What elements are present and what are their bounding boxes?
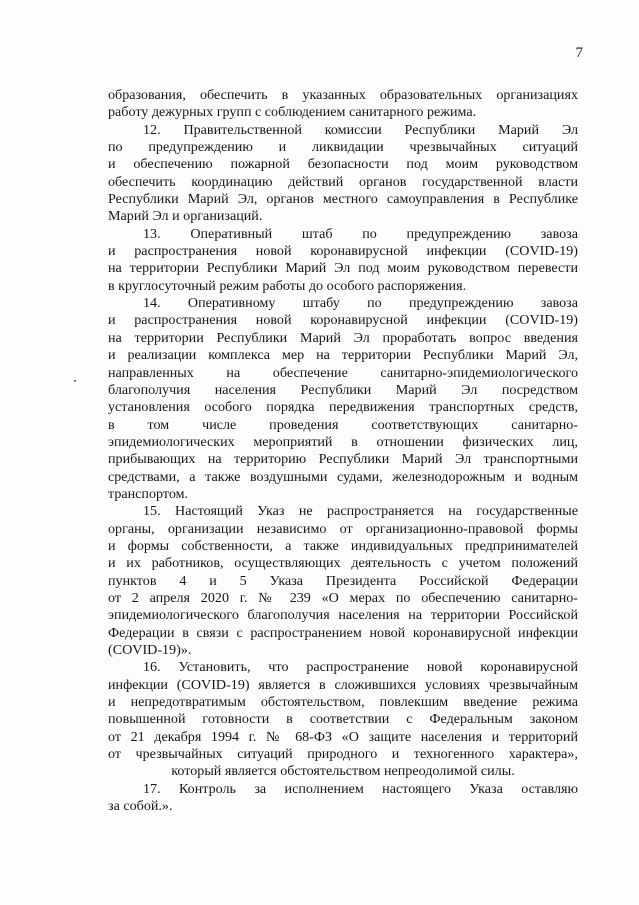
text-line: Республики Марий Эл, органов местного самоуправления в Республике xyxy=(108,191,578,208)
text-line: от чрезвычайных ситуаций природного и техногенного характера», xyxy=(108,746,578,763)
scan-speck xyxy=(74,380,76,382)
text-line: 13. Оперативный штаб по предупреждению завоза xyxy=(143,225,578,242)
text-line: Марий Эл и организаций. xyxy=(108,208,263,225)
text-line: и непредотвратимым обстоятельством, повлекшим введение режима xyxy=(108,694,578,711)
text-line: Федерации в связи с распространением новой коронавирусной инфекции xyxy=(108,624,578,641)
text-line: повышенной готовности в соответствии с Федеральным законом xyxy=(108,711,578,728)
text-line: и обеспечению пожарной безопасности под моим руководством xyxy=(108,156,578,173)
text-line: за собой.». xyxy=(108,798,173,815)
text-line: работу дежурных групп с соблюдением санитарного режима. xyxy=(108,104,477,121)
text-line: по предупреждению и ликвидации чрезвычайных ситуаций xyxy=(108,139,578,156)
text-line: который является обстоятельством непреодолимой силы. xyxy=(171,763,515,780)
text-line: на территории Республики Марий Эл под моим руководством перевести xyxy=(108,260,578,277)
text-line: в том числе проведения соответствующих санитарно- xyxy=(108,416,578,433)
text-line: 17. Контроль за исполнением настоящего Указа оставляю xyxy=(143,780,578,797)
text-line: благополучия населения Республики Марий Эл посредством xyxy=(108,381,578,398)
text-line: 15. Настоящий Указ не распространяется на государственные xyxy=(143,503,578,520)
text-line: средствами, а также воздушными судами, железнодорожным и водным xyxy=(108,468,578,485)
text-line: эпидемиологического благополучия населения на территории Российской xyxy=(108,607,578,624)
document-body xyxy=(108,87,578,815)
text-line: прибывающих на территорию Республики Марий Эл транспортными xyxy=(108,451,578,468)
text-line: 16. Установить, что распространение новой коронавирусной xyxy=(143,659,578,676)
text-line: и распространения новой коронавирусной инфекции (COVID-19) xyxy=(108,312,578,329)
text-line: 14. Оперативному штабу по предупреждению завоза xyxy=(143,295,578,312)
text-line: 12. Правительственной комиссии Республики Марий Эл xyxy=(143,121,578,138)
text-line: и распространения новой коронавирусной инфекции (COVID-19) xyxy=(108,243,578,260)
text-line: на территории Республики Марий Эл проработать вопрос введения xyxy=(108,329,578,346)
text-line: органы, организации независимо от организационно-правовой формы xyxy=(108,520,578,537)
text-line: эпидемиологических мероприятий в отношении физических лиц, xyxy=(108,433,578,450)
text-line: и формы собственности, а также индивидуальных предпринимателей xyxy=(108,537,578,554)
text-line: от 2 апреля 2020 г. № 239 «О мерах по обеспечению санитарно- xyxy=(108,589,578,606)
text-line: в круглосуточный режим работы до особого распоряжения. xyxy=(108,277,467,294)
text-line: и их работников, осуществляющих деятельность с учетом положений xyxy=(108,555,578,572)
text-line: образования, обеспечить в указанных образовательных организациях xyxy=(108,87,578,103)
text-line: обеспечить координацию действий органов государственной власти xyxy=(108,173,578,190)
text-line: инфекции (COVID-19) является в сложившихся условиях чрезвычайным xyxy=(108,676,578,693)
text-line: установления особого порядка передвижения транспортных средств, xyxy=(108,399,578,416)
text-line: пунктов 4 и 5 Указа Президента Российской Федерации xyxy=(108,572,578,589)
text-line: (COVID-19)». xyxy=(108,642,192,658)
text-line: транспортом. xyxy=(108,485,189,502)
text-line: и реализации комплекса мер на территории Республики Марий Эл, xyxy=(108,347,578,364)
page-number: 7 xyxy=(575,45,583,61)
text-line: направленных на обеспечение санитарно-эпидемиологического xyxy=(108,364,578,381)
text-line: от 21 декабря 1994 г. № 68-ФЗ «О защите населения и территорий xyxy=(108,728,578,745)
